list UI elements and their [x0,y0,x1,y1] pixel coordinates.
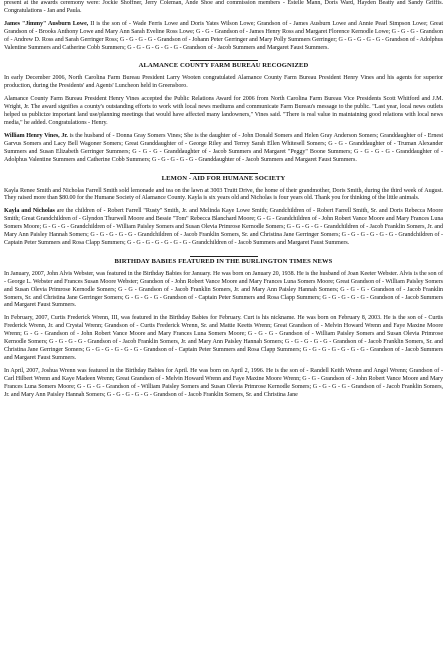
farm-bureau-paragraph-2: Alamance County Farm Bureau President Henry Vines accepted the Public Relations Award for 2006 from North Carolina Farm Bureau Vice Presidents Scott Whitford and J.M. Wright, Jr. The award signifies a county's outstanding efforts to work with local news mediums and communicate Farm Bureau's message to the public. "Last year, local news outlets helped us publicize important land use/planning meetings that would have affected many landowners," Vines said. "There is real value in maintaining good relations with local news media," he added. Congratulations - Henry. [4,96,443,126]
vines-lineage-text: is the husband of - Donna Gray Somers Vines; She is the daughter of - John Donald Somers and Helen Gray Anderson Somers; Granddaughter of - Ernest Garvus Somers and Lacy Bell Wagoner Somers; Great Granddaughter of - George Riley and Terrey Sarah Ellen Whitesell Somers; G - G - Granddaughter of - Truman Alexander Summers and Susan Elizabeth Gerringer Summers; G - G - G - Granddaughter of - Jacob Summers and Margaret "Peggy" Boone Summers; G - G - G - G - Granddaughter of - Adolphus Valentine Summers and Catherine Cobb Summers; G - G - G - G - G - Granddaughter of - Jacob Summers and Margaret Faust Summers. [4,132,444,163]
birthday-babies-heading: BIRTHDAY BABIES FEATURED IN THE BURLINGTON TIMES NEWS [114,257,333,265]
intro-paragraph: present at the awards ceremony were: Jockie Shoffner, Jerry Coleman, Ande Shoe and commission members - Estelle Mann, Doris Ward, Hayden Beatty and Sandy Griffis. Congratulations - Jan and Paula. [4,0,443,14]
vines-name: William Henry Vines, Jr. [4,132,68,139]
smith-lineage-text: are the children of - Robert Farrell "Rusty" Smith, Jr. and Melinda Kaye Lowe Smith; Grandchildren of - Robert Farrell Smith, Sr. and Doris Rebecca Moore Smith; Great Grandchildren of - Glyndon Thurwell Moore and Bessie "Tom" Rebecca Blanchard Moore; G - G - Grandchildren of - John Robert Vance Moore and Mary Frances Luna Somers Moore; G - G - G - Grandchildren of - William Paisley Somers and Susan Olevia Primrose Kernodle Somers; G - G - G - G - Grandchildren of - Jacob Franklin Somers, Jr. and Mary Ann Paisley Hannah Somers; G - G - G - G - G - Grandchildren of - Jacob Franklin Somers, Sr. and Christina Jane Gerringer Somers; G - G - G - G - G - G - Grandchildren of - Captain Peter Summers and Rosa Clapp Summers; G - G - G - G - G - G - G - Grandchildren of - Jacob Summers and Margaret Faust Summers. [4,208,443,246]
lowe-lineage-text: II is the son of - Wade Ferris Lowe and Doris Yates Wilson Lowe; Grandson of - James Ausburn Lowe and Annie Pearl Simpson Lowe; Great Grandson of - Brooks Anthony Lowe and Mary Ann Sarah Eveline Ross Lowe; G - G - Grandson of - James Henry Ross and Margaret Florence Kernodle Lowe; G - G - G - Grandson of - Andrew D. Ross and Sarah Gerringer Ross; G - G - G - G - Grandson of - Johann Peter Gerringer and Mary Polly Summers Gerringer; G - G - G - G - G - Grandson of - Adolphus Valentine Summers and Catherine Cobb Summers; G - G - G - G - G - G - Grandson of - Jacob Summers and Margaret Faust Summers. [4,20,443,51]
smith-names: Kayla and Nicholas [4,208,55,215]
farm-bureau-heading: ALAMANCE COUNTY FARM BUREAU RECOGNIZED [138,62,309,70]
lemon-aid-paragraph: Kayla Renee Smith and Nicholas Farrell Smith sold lemonade and tea on the lawn at 3003 Truitt Drive, the home of their grandmother, Doris Smith, during the third week of August. They raised more than $80.00 for the Humane Society of Alamance County. Kayla is six years old and Nicholas is four years old. Thank you for thinking of the little animals. [4,187,443,202]
newsletter-page [4,0,443,399]
vines-genealogy-paragraph [4,133,443,165]
wrenn-joshua-paragraph: In April, 2007, Joshua Wrenn was featured in the Birthday Babies for April. He was born on April 2, 1996. He is the son of - Randell Keith Wrenn and Angel Wrenn; Grandson of - Carl Hilbert Wrenn and Kaye Madeen Wrenn; Great Grandson of - Melvin Howard Wrenn and Faye Maxine Moore Wrenn; G - G - Grandson of - John Robert Vance Moore and Mary Frances Luna Somers Moore; G - G - G - Grandson of - William Paisley Somers and Susan Olevia Primrose Kernodle Somers; G - G - G - G - Grandson of - Jacob Franklin Somers, Jr. and Mary Ann Paisley Hannah Somers; G - G - G - G - G - Grandson of - Jacob Franklin Somers, Sr. and Christina Jane [4,367,443,398]
lemon-aid-heading: LEMON - AID FOR HUMANE SOCIETY [161,174,286,182]
smith-genealogy-paragraph [4,208,443,248]
lowe-genealogy-paragraph [4,21,443,53]
farm-bureau-paragraph-1: In early December 2006, North Carolina Farm Bureau President Larry Wooten congratulated Alamance County Farm Bureau President Henry Vines and his agents for superior production, during the Presidents' and Agents' Luncheon held in Greensboro. [4,75,443,90]
webster-paragraph: In January, 2007, John Alvis Webster, was featured in the Birthday Babies for January. He was born on January 20, 1938. He is the husband of Joan Keeter Webster. Alvis is the son of - George L. Webster and Frances Susan Moore Webster; Grandson of - John Robert Vance Moore and Mary Frances Luna Somers Moore; Great Grandson of - William Paisley Somers and Susan Olevia Primrose Kernodle Somers; G - G - Grandson of - Jacob Franklin Somers, Jr. and Mary Ann Paisley Hannah Somers; G - G - G - Grandson of - Jacob Franklin Somers, Sr. and Christina Jane Gerringer Somers; G - G - G - G - Grandson of - Captain Peter Summers and Rosa Clapp Summers; G - G - G - G - G - Grandson of - Jacob Summers and Margaret Faust Summers. [4,270,443,309]
lowe-name: James "Jimmy" Ausburn Lowe, [4,20,89,27]
wrenn-curtis-paragraph: In February, 2007, Curtis Frederick Wrenn, III, was featured in the Birthday Babies for February. Curt is his nickname. He was born on February 8, 2003. He is the son of - Curtis Frederick Wrenn, Jr. and Crystal Wrenn; Grandson of - Curtis Frederick Wrenn, Sr. and Mattie Keetts Wrenn; Great Grandson of - Melvin Howard Wrenn and Faye Maxine Moore Wrenn; G - G - Grandson of - John Robert Vance Moore and Mary Frances Luna Somers Moore; G - G - G - Grandson of - William Paisley Somers and Susan Olevia Primrose Kernodle Somers; G - G - G - G - Grandson of - Jacob Franklin Somers, Jr. and Mary Ann Paisley Hannah Somers; G - G - G - G - G - Grandson of - Jacob Franklin Somers, Sr. and Christina Jane Gerringer Somers; G - G - G - G - G - G - Grandson of - Captain Peter Summers and Rosa Clapp Summers; G - G - G - G - G - G - G - Grandson of - Jacob Summers and Margaret Faust Summers. [4,315,443,361]
